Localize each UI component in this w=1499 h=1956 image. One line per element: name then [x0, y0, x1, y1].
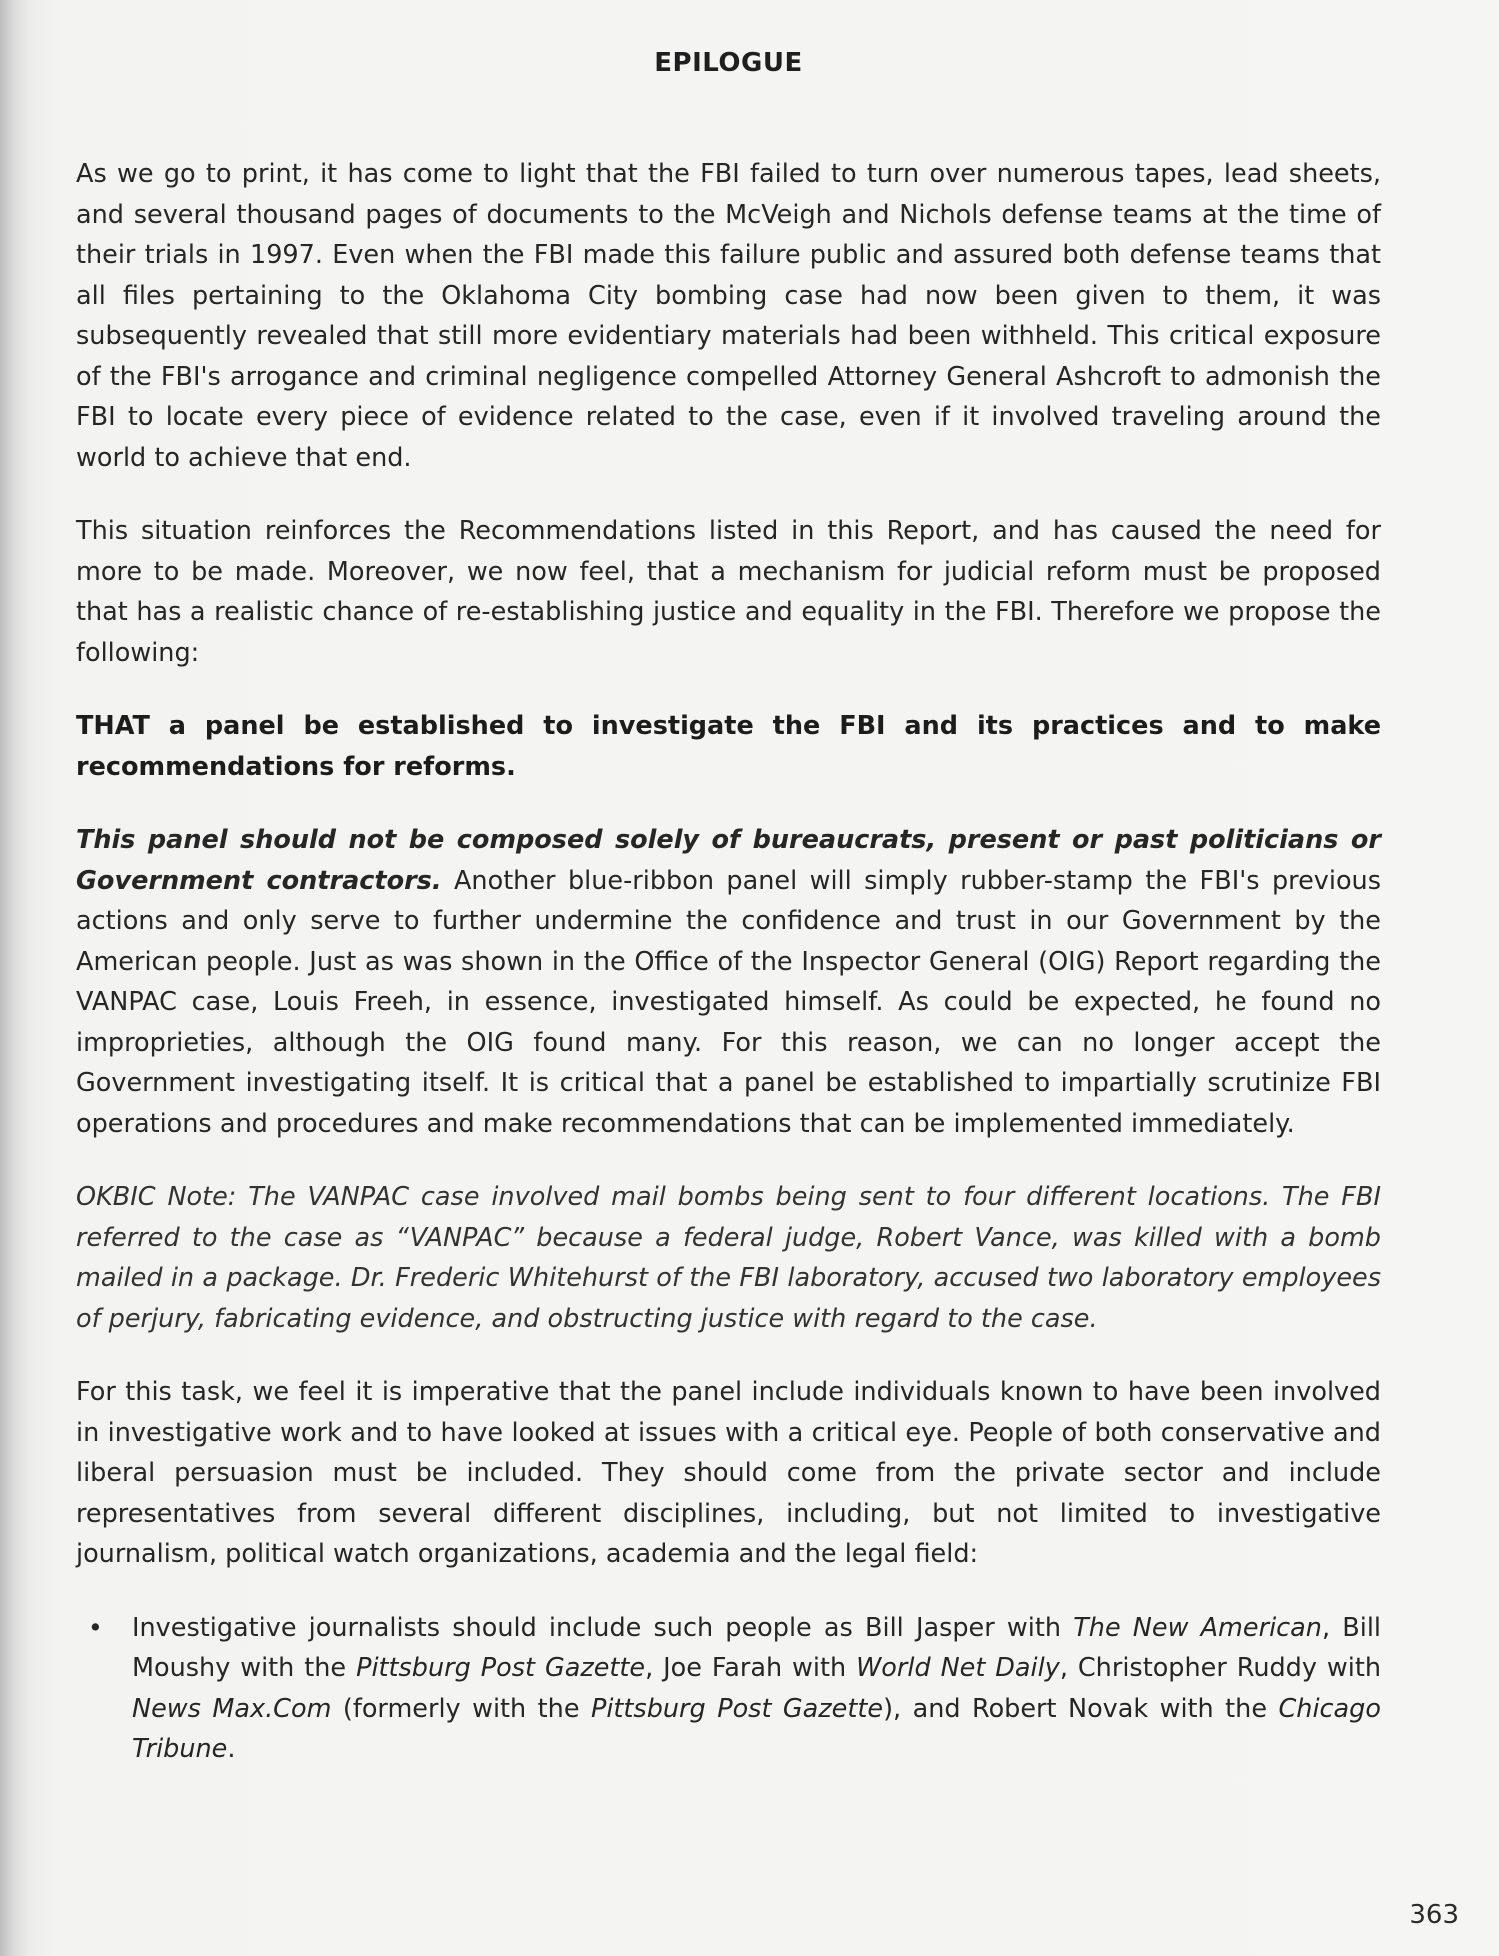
publication-title: Chicago Tribune	[132, 1693, 1381, 1764]
page-content	[76, 48, 1381, 1770]
publication-title: Pittsburg Post Gazette	[356, 1653, 646, 1683]
list-text: , Christopher Ruddy with	[1059, 1653, 1381, 1683]
paragraph-panel-composition	[76, 820, 1381, 1144]
paragraph-okbic-note	[76, 1177, 1381, 1339]
journalist-list	[76, 1608, 1381, 1770]
paragraph-recommendations: This situation reinforces the Recommendations listed in this Report, and has caused the need for more to be made. Moreover, we now feel, that a mechanism for judicial reform must be proposed that has a realistic chance of re-establishing justice and equality in the FBI. Therefore we propose the following:	[76, 516, 1381, 668]
list-text: , Joe Farah with	[645, 1653, 857, 1683]
paragraph-intro: As we go to print, it has come to light that the FBI failed to turn over numerous tapes, lead sheets, and several thousand pages of documents to the McVeigh and Nichols defense teams at the time of their trials in 1997. Even when the FBI made this failure public and assured both defense teams that all files pertaining to the Oklahoma City bombing case had now been given to them, it was subsequently revealed that still more evidentiary materials had been withheld. This critical exposure of the FBI's arrogance and criminal negligence compelled Attorney General Ashcroft to admonish the FBI to locate every piece of evidence related to the case, even if it involved traveling around the world to achieve that end.	[76, 159, 1381, 473]
publication-title: The New American	[1073, 1612, 1322, 1643]
list-item	[76, 1608, 1381, 1770]
list-text: Investigative journalists should include such people as Bill Jasper with	[132, 1612, 1074, 1643]
paragraph-proposal: THAT a panel be established to investigate the FBI and its practices and to make recommendations for reforms.	[76, 711, 1381, 782]
panel-composition-text: Another blue-ribbon panel will simply rubber-stamp the FBI's previous actions and only serve to further undermine the confidence and trust in our Government by the American people. Just as was shown in the Office of the Inspector General (OIG) Report regarding the VANPAC case, Louis Freeh, in essence, investigated himself. As could be expected, he found no improprieties, although the OIG found many. For this reason, we can no longer accept the Government investigating itself. It is critical that a panel be established to impartially scrutinize FBI operations and procedures and make recommendations that can be implemented immediately.	[76, 865, 1381, 1139]
list-text: (formerly with the	[331, 1693, 591, 1724]
page-number: 363	[1409, 1900, 1459, 1930]
note-label: OKBIC Note:	[76, 1182, 237, 1212]
list-text: .	[227, 1734, 236, 1764]
note-text: The VANPAC case involved mail bombs being sent to four different locations. The FBI referred to the case as “VANPAC” because a federal judge, Robert Vance, was killed with a bomb mailed in a package. Dr. Frederic Whitehurst of the FBI laboratory, accused two laboratory employees of perjury, fabricating evidence, and obstructing justice with regard to the case.	[76, 1182, 1381, 1334]
bullet-icon: •	[88, 1612, 103, 1642]
publication-title: News Max.Com	[132, 1693, 332, 1724]
list-text: ), and Robert Novak with the	[883, 1693, 1279, 1724]
publication-title: Pittsburg Post Gazette	[590, 1693, 884, 1724]
paragraph-task: For this task, we feel it is imperative that the panel include individuals known to have been involved in investigative work and to have looked at issues with a critical eye. People of both conservative and liberal persuasion must be included. They should come from the private sector and include representatives from several different disciplines, including, but not limited to investigative journalism, political watch organizations, academia and the legal field:	[76, 1377, 1381, 1569]
list-text: , Bill Moushy with the	[132, 1612, 1382, 1683]
page-title: EPILOGUE	[654, 48, 803, 78]
panel-composition-lead: This panel should not be composed solely of bureaucrats, present or past politicians or Government contractors.	[76, 825, 1381, 896]
publication-title: World Net Daily	[856, 1653, 1060, 1683]
